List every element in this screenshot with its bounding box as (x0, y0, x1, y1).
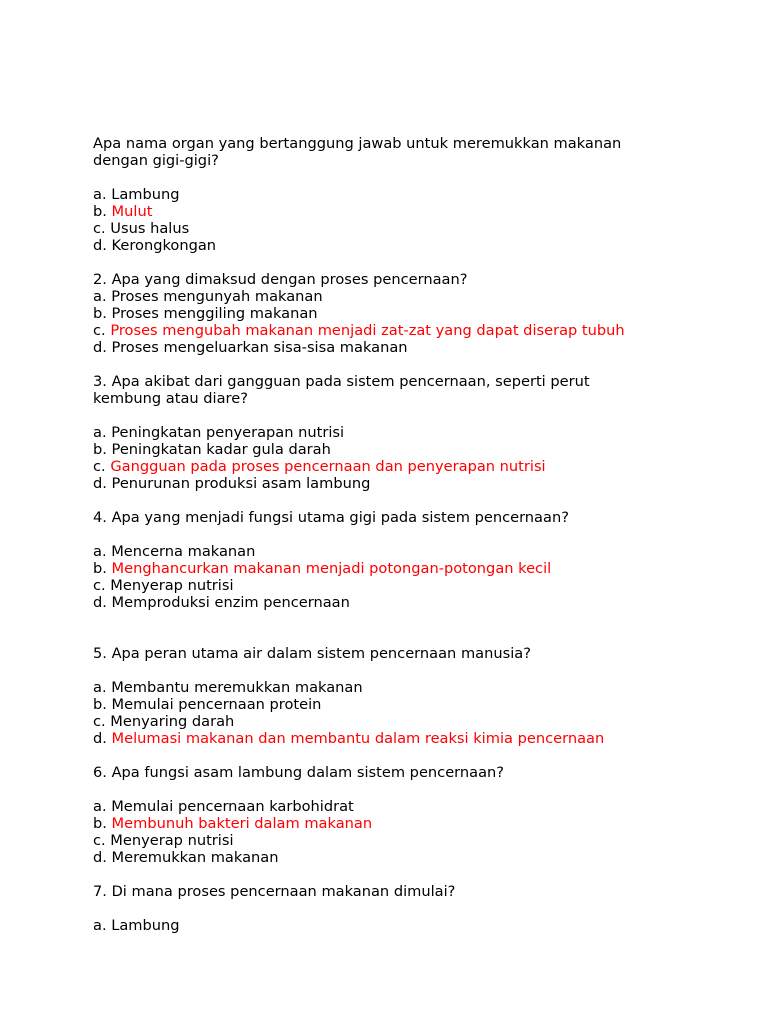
q6-option-d: d. Meremukkan makanan (93, 849, 279, 866)
correct-answer: Gangguan pada proses pencernaan dan penyerapan nutrisi (110, 458, 546, 475)
q5-option-b: b. Memulai pencernaan protein (93, 696, 322, 713)
question-7-text: 7. Di mana proses pencernaan makanan dimulai? (93, 883, 456, 900)
q5-option-a: a. Membantu meremukkan makanan (93, 679, 363, 696)
q6-option-b (93, 815, 733, 832)
q4-option-c: c. Menyerap nutrisi (93, 577, 234, 594)
q1-option-b (93, 203, 733, 220)
question-1-text-line2: dengan gigi-gigi? (93, 152, 219, 169)
q6-option-c: c. Menyerap nutrisi (93, 832, 234, 849)
q5-option-c: c. Menyaring darah (93, 713, 235, 730)
q3-option-d: d. Penurunan produksi asam lambung (93, 475, 371, 492)
option-prefix: b. (93, 560, 112, 577)
option-prefix: c. (93, 458, 111, 475)
q2-option-a: a. Proses mengunyah makanan (93, 288, 323, 305)
q2-option-d: d. Proses mengeluarkan sisa-sisa makanan (93, 339, 408, 356)
q4-option-d: d. Memproduksi enzim pencernaan (93, 594, 350, 611)
q2-option-c (93, 322, 733, 339)
correct-answer: Membunuh bakteri dalam makanan (111, 815, 373, 832)
question-4-text: 4. Apa yang menjadi fungsi utama gigi pada sistem pencernaan? (93, 509, 569, 526)
correct-answer: Proses mengubah makanan menjadi zat-zat yang dapat diserap tubuh (110, 322, 625, 339)
q4-option-a: a. Mencerna makanan (93, 543, 256, 560)
q3-option-c (93, 458, 733, 475)
question-3-text-line2: kembung atau diare? (93, 390, 248, 407)
q1-option-a: a. Lambung (93, 186, 180, 203)
q3-option-a: a. Peningkatan penyerapan nutrisi (93, 424, 345, 441)
question-6-text: 6. Apa fungsi asam lambung dalam sistem pencernaan? (93, 764, 505, 781)
correct-answer: Melumasi makanan dan membantu dalam reaksi kimia pencernaan (111, 730, 605, 747)
document-page (93, 135, 733, 934)
question-1-text-line1: Apa nama organ yang bertanggung jawab untuk meremukkan makanan (93, 135, 622, 152)
q5-option-d (93, 730, 733, 747)
correct-answer: Menghancurkan makanan menjadi potongan-potongan kecil (111, 560, 552, 577)
option-prefix: b. (93, 203, 112, 220)
correct-answer: Mulut (111, 203, 153, 220)
question-3-text-line1: 3. Apa akibat dari gangguan pada sistem pencernaan, seperti perut (93, 373, 590, 390)
q1-option-d: d. Kerongkongan (93, 237, 217, 254)
question-2-text: 2. Apa yang dimaksud dengan proses pencernaan? (93, 271, 468, 288)
q7-option-a: a. Lambung (93, 917, 180, 934)
q6-option-a: a. Memulai pencernaan karbohidrat (93, 798, 354, 815)
option-prefix: b. (93, 815, 112, 832)
q4-option-b (93, 560, 733, 577)
q1-option-c: c. Usus halus (93, 220, 190, 237)
option-prefix: c. (93, 322, 111, 339)
option-prefix: d. (93, 730, 112, 747)
q3-option-b: b. Peningkatan kadar gula darah (93, 441, 331, 458)
q2-option-b: b. Proses menggiling makanan (93, 305, 318, 322)
question-5-text: 5. Apa peran utama air dalam sistem pencernaan manusia? (93, 645, 531, 662)
